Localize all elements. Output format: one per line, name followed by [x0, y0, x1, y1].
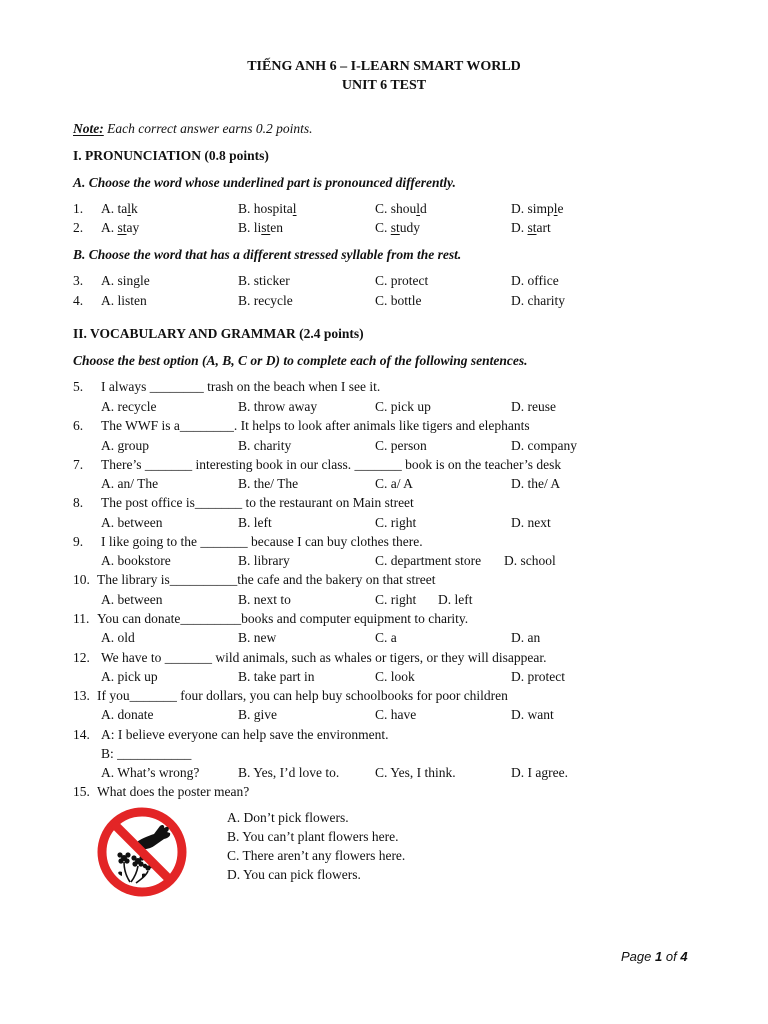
option-d: D. start — [511, 220, 551, 235]
option-b: B. new — [238, 630, 277, 645]
option-c: C. person — [375, 438, 427, 453]
question-text: You can donate_________books and computer equipment to charity. — [97, 611, 469, 626]
question-number: 1. — [73, 201, 84, 216]
test-title: TIẾNG ANH 6 – I-LEARN SMART WORLD — [247, 59, 521, 74]
option-b: B. recycle — [238, 293, 293, 308]
option-b: B. library — [238, 553, 290, 568]
unit-title: UNIT 6 TEST — [341, 78, 427, 93]
option-c: C. study — [375, 220, 421, 235]
option-d: D. simple — [511, 201, 564, 216]
question-number: 13. — [73, 688, 90, 703]
option-c: C. protect — [375, 273, 429, 288]
option-a: A. stay — [101, 220, 140, 235]
option-a: A. listen — [101, 293, 147, 308]
question-number: 10. — [73, 572, 90, 587]
option-a: A. between — [101, 515, 163, 530]
question-number: 11. — [73, 611, 90, 626]
option-a: A. old — [101, 630, 135, 645]
no-picking-flowers-sign — [96, 806, 188, 898]
part-a-instruction: A. Choose the word whose underlined part is pronounced differently. — [73, 175, 456, 190]
question-number: 9. — [73, 534, 84, 549]
question-number: 15. — [73, 784, 90, 799]
question-text: What does the poster mean? — [97, 784, 250, 799]
question-number: 8. — [73, 495, 84, 510]
option-d: D. protect — [511, 669, 565, 684]
option-c: C. pick up — [375, 399, 431, 414]
option-b: B. hospital — [238, 201, 297, 216]
option-b: B. listen — [238, 220, 284, 235]
option-d: D. office — [511, 273, 559, 288]
option-a: A. donate — [101, 707, 154, 722]
question-text: The library is__________the cafe and the bakery on that street — [97, 572, 436, 587]
option-d: D. You can pick flowers. — [227, 867, 361, 882]
option-b: B. take part in — [238, 669, 315, 684]
question-number: 2. — [73, 220, 84, 235]
option-d: D. I agree. — [511, 765, 568, 780]
option-c: C. a — [375, 630, 397, 645]
question-text: If you_______ four dollars, you can help buy schoolbooks for poor children — [97, 688, 508, 703]
section-vocabulary-instruction: Choose the best option (A, B, C or D) to complete each of the following sentences. — [73, 353, 528, 368]
option-a: A. pick up — [101, 669, 158, 684]
option-d: D. company — [511, 438, 577, 453]
option-b: B. charity — [238, 438, 292, 453]
option-c: C. a/ A — [375, 476, 413, 491]
option-c: C. There aren’t any flowers here. — [227, 848, 406, 863]
part-b-instruction: B. Choose the word that has a different stressed syllable from the rest. — [73, 247, 462, 262]
option-a: A. an/ The — [101, 476, 159, 491]
question-text: A: I believe everyone can help save the environment. — [101, 727, 389, 742]
option-a: A. recycle — [101, 399, 157, 414]
question-text: The WWF is a________. It helps to look after animals like tigers and elephants — [101, 418, 530, 433]
question-text: I like going to the _______ because I can buy clothes there. — [101, 534, 423, 549]
question-text: We have to _______ wild animals, such as whales or tigers, or they will disappear. — [101, 650, 547, 665]
option-c: C. bottle — [375, 293, 422, 308]
option-a: A. What’s wrong? — [101, 765, 200, 780]
option-a: A. single — [101, 273, 150, 288]
option-b: B. give — [238, 707, 277, 722]
note — [73, 122, 312, 136]
question-number: 4. — [73, 293, 84, 308]
option-a: A. between — [101, 592, 163, 607]
option-b: B. Yes, I’d love to. — [238, 765, 340, 780]
option-c: C. look — [375, 669, 415, 684]
option-d: D. the/ A — [511, 476, 561, 491]
option-b: B. You can’t plant flowers here. — [227, 829, 399, 844]
option-c: C. right — [375, 592, 417, 607]
option-b: B. throw away — [238, 399, 318, 414]
option-d: D. want — [511, 707, 554, 722]
option-c: C. department store — [375, 553, 482, 568]
option-c: C. Yes, I think. — [375, 765, 456, 780]
question-text: I always ________ trash on the beach when I see it. — [101, 379, 381, 394]
option-d: D. left — [438, 592, 473, 607]
option-b: B. the/ The — [238, 476, 299, 491]
question-text-line2: B: ___________ — [101, 746, 192, 761]
question-number: 12. — [73, 650, 90, 665]
question-number: 3. — [73, 273, 84, 288]
question-number: 5. — [73, 379, 84, 394]
option-a: A. talk — [101, 201, 138, 216]
option-d: D. reuse — [511, 399, 556, 414]
option-b: B. sticker — [238, 273, 290, 288]
option-d: D. charity — [511, 293, 565, 308]
option-d: D. an — [511, 630, 541, 645]
question-number: 6. — [73, 418, 84, 433]
page-indicator: Page 1 of 4 — [621, 949, 688, 964]
question-text: There’s _______ interesting book in our class. _______ book is on the teacher’s desk — [101, 457, 562, 472]
question-number: 14. — [73, 727, 90, 742]
note-text: Each correct answer earns 0.2 points. — [103, 121, 313, 136]
option-c: C. should — [375, 201, 427, 216]
option-a: A. bookstore — [101, 553, 171, 568]
section-pronunciation-title: I. PRONUNCIATION (0.8 points) — [73, 148, 269, 163]
option-d: D. next — [511, 515, 551, 530]
question-number: 7. — [73, 457, 84, 472]
section-vocabulary-title: II. VOCABULARY AND GRAMMAR (2.4 points) — [73, 326, 364, 341]
option-a: A. group — [101, 438, 149, 453]
question-text: The post office is_______ to the restaurant on Main street — [101, 495, 414, 510]
option-a: A. Don’t pick flowers. — [227, 810, 349, 825]
option-d: D. school — [504, 553, 556, 568]
note-label: Note: — [73, 121, 104, 136]
option-c: C. right — [375, 515, 417, 530]
option-c: C. have — [375, 707, 417, 722]
option-b: B. left — [238, 515, 272, 530]
option-b: B. next to — [238, 592, 291, 607]
